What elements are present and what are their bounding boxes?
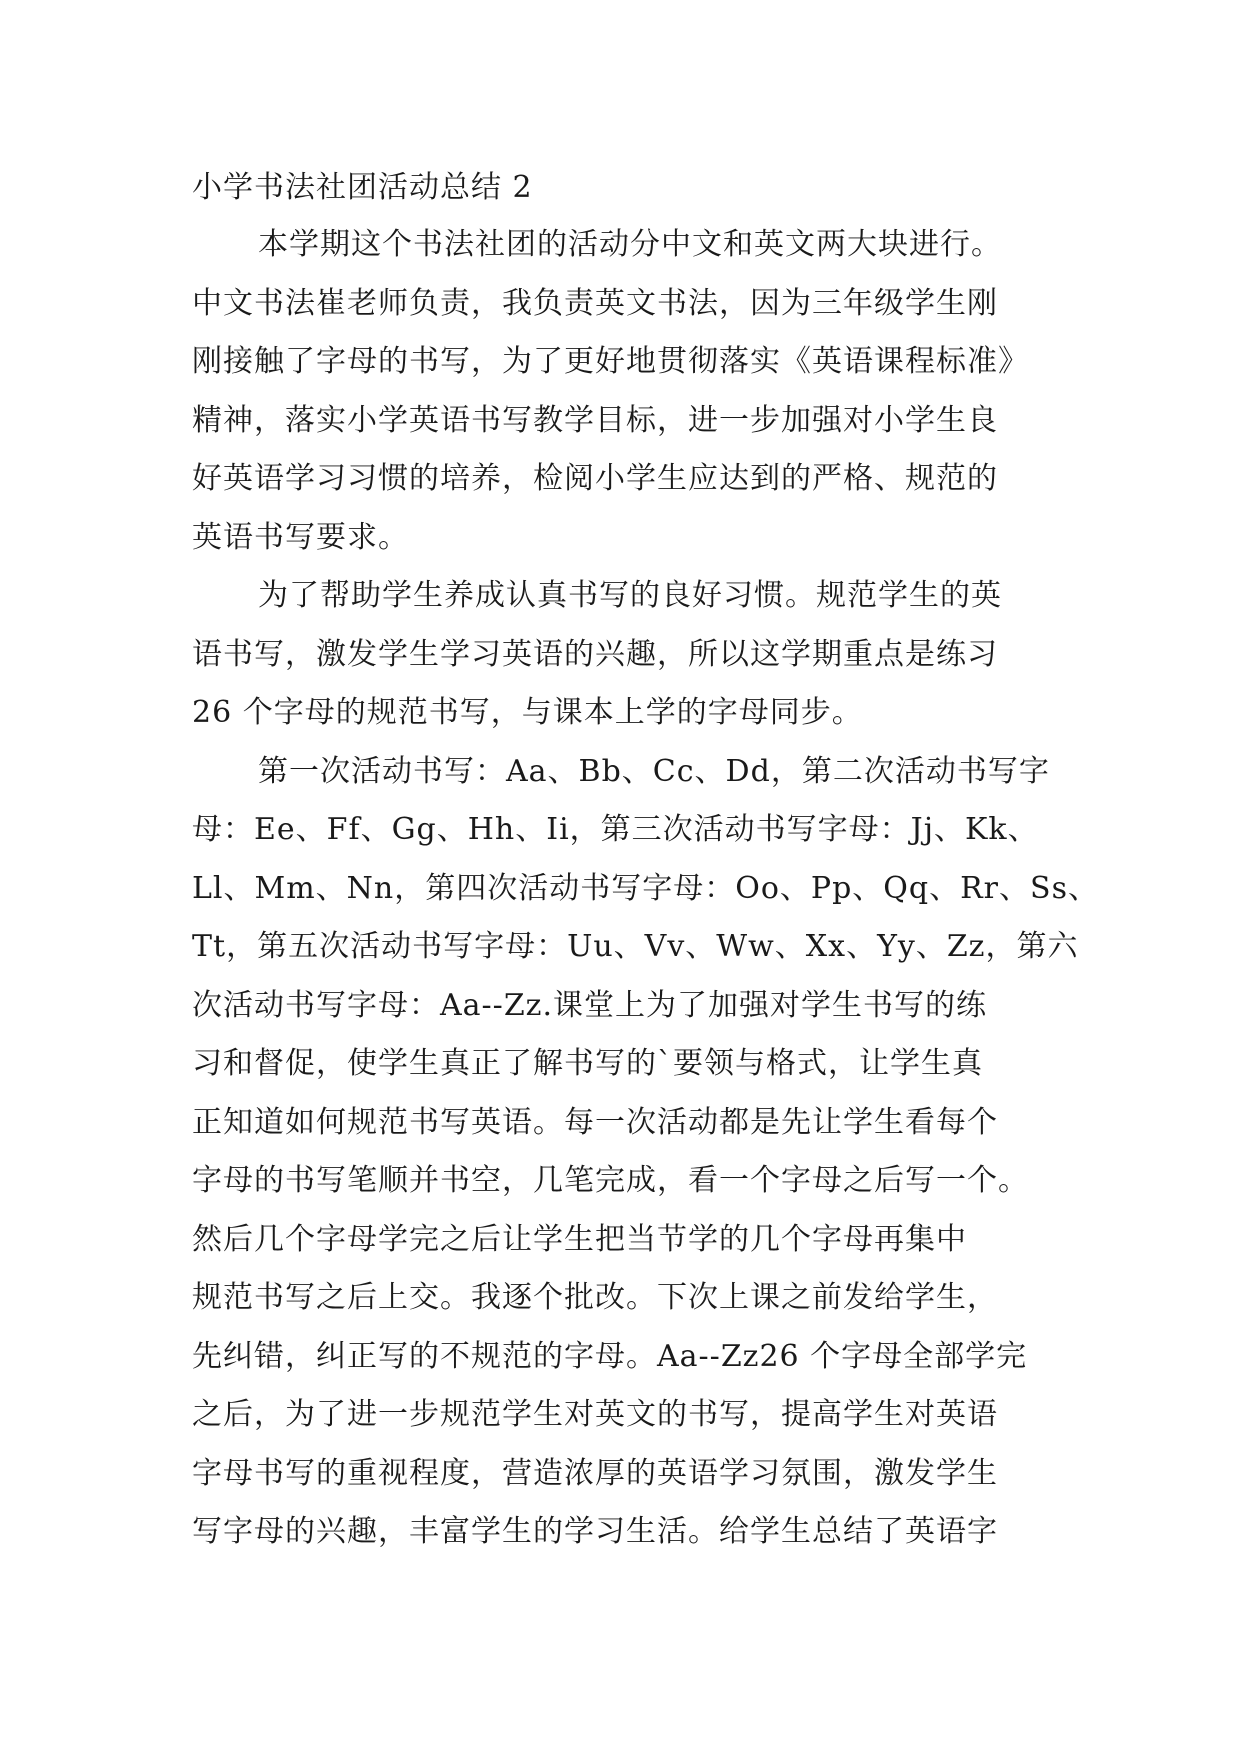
text-line: 26 个字母的规范书写，与课本上学的字母同步。 bbox=[192, 695, 863, 730]
document-title: 小学书法社团活动总结 2 bbox=[192, 170, 533, 205]
text-line: 然后几个字母学完之后让学生把当节学的几个字母再集中 bbox=[192, 1221, 967, 1257]
text-line: 之后，为了进一步规范学生对英文的书写，提高学生对英语 bbox=[192, 1397, 998, 1432]
text-line: 好英语学习习惯的培养，检阅小学生应达到的严格、规范的 bbox=[192, 461, 998, 496]
text-line: 刚接触了字母的书写，为了更好地贯彻落实《英语课程标准》 bbox=[192, 344, 1029, 379]
text-line: 正知道如何规范书写英语。每一次活动都是先让学生看每个 bbox=[192, 1104, 998, 1140]
text-line: 规范书写之后上交。我逐个批改。下次上课之前发给学生， bbox=[192, 1280, 998, 1315]
text-line: 字母的书写笔顺并书空，几笔完成，看一个字母之后写一个。 bbox=[192, 1163, 1029, 1198]
text-line: 习和督促，使学生真正了解书写的`要领与格式，让学生真 bbox=[192, 1046, 983, 1081]
document-body bbox=[192, 216, 1099, 1562]
text-line: 本学期这个书法社团的活动分中文和英文两大块进行。 bbox=[258, 227, 1002, 262]
document-page bbox=[192, 160, 1099, 1562]
text-line: 字母书写的重视程度，营造浓厚的英语学习氛围，激发学生 bbox=[192, 1455, 998, 1491]
text-line: 第一次活动书写：Aa、Bb、Cc、Dd，第二次活动书写字 bbox=[258, 753, 1050, 789]
text-line: 先纠错，纠正写的不规范的字母。Aa--Zz26 个字母全部学完 bbox=[192, 1338, 1028, 1374]
text-line: 写字母的兴趣，丰富学生的学习生活。给学生总结了英语字 bbox=[192, 1514, 998, 1549]
text-line: Tt，第五次活动书写字母：Uu、Vv、Ww、Xx、Yy、Zz，第六 bbox=[192, 929, 1079, 964]
text-line: 中文书法崔老师负责，我负责英文书法，因为三年级学生刚 bbox=[192, 285, 998, 321]
text-line: 英语书写要求。 bbox=[192, 519, 409, 555]
text-line: Ll、Mm、Nn，第四次活动书写字母：Oo、Pp、Qq、Rr、Ss、 bbox=[192, 870, 1099, 906]
text-line: 为了帮助学生养成认真书写的良好习惯。规范学生的英 bbox=[258, 578, 1002, 613]
text-line: 母：Ee、Ff、Gg、Hh、Ii，第三次活动书写字母：Jj、Kk、 bbox=[192, 812, 1039, 847]
text-line: 次活动书写字母：Aa--Zz.课堂上为了加强对学生书写的练 bbox=[192, 987, 988, 1023]
text-line: 语书写，激发学生学习英语的兴趣，所以这学期重点是练习 bbox=[192, 636, 998, 672]
text-line: 精神，落实小学英语书写教学目标，进一步加强对小学生良 bbox=[192, 402, 998, 438]
